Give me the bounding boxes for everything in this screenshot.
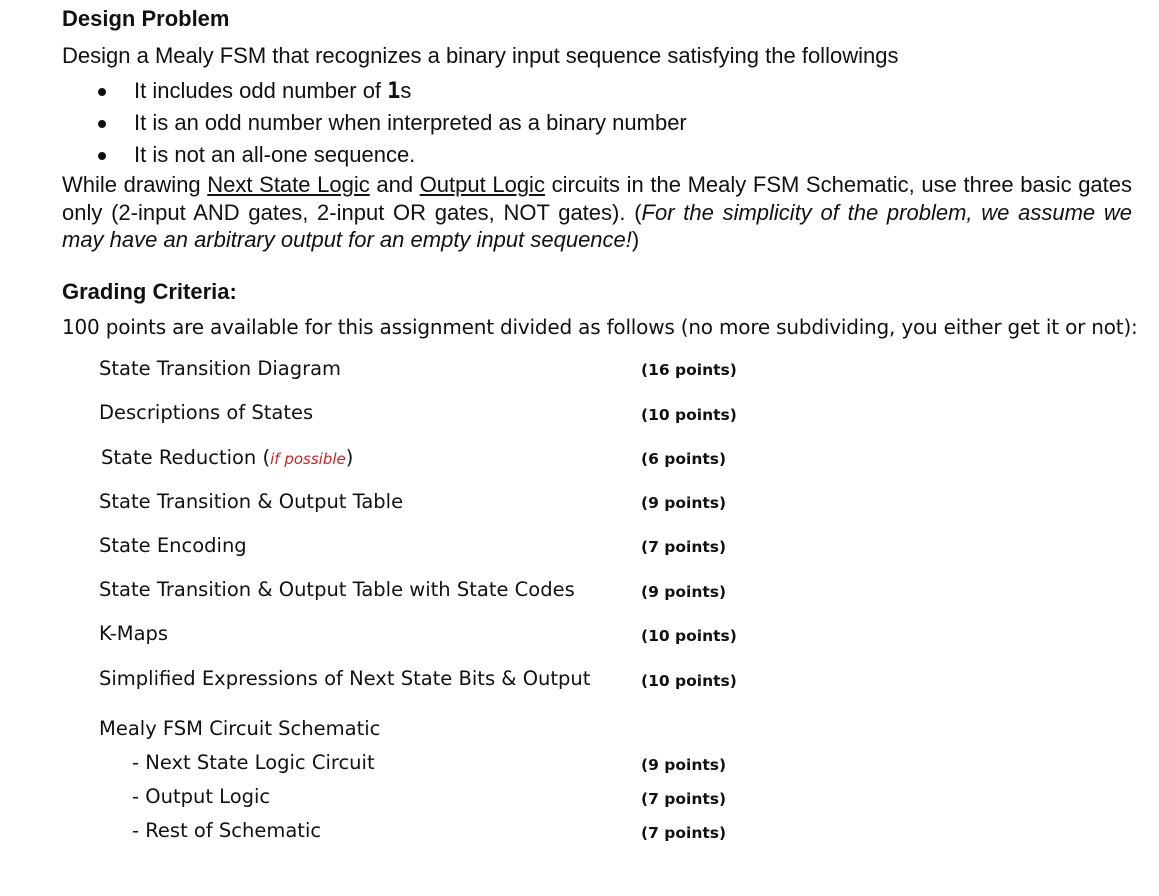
criterion-points: (10 points)	[641, 406, 737, 424]
criterion-points: (7 points)	[641, 790, 727, 808]
criterion-label: K-Maps	[99, 622, 169, 645]
gate-constraint-paragraph: While drawing Next State Logic and Output Logic circuits in the Mealy FSM Schematic, use three basic gates only (2-input AND gates, 2-input OR gates, NOT gates). (For the simplicity of the problem, we assume we may have an arbitrary output for an empty input sequence!)	[62, 172, 1133, 252]
criterion-label: Simplified Expressions of Next State Bits & Output	[99, 667, 591, 690]
grading-intro: 100 points are available for this assignment divided as follows (no more subdividing, you either get it or not):	[62, 315, 1138, 339]
if-possible-note: if possible	[270, 450, 346, 468]
next-state-logic-term: Next State Logic	[207, 172, 370, 197]
criterion-label: State Transition Diagram	[99, 357, 342, 380]
criterion-points: (9 points)	[641, 494, 727, 512]
criterion-label: Mealy FSM Circuit Schematic	[99, 717, 381, 740]
criterion-label: State Transition & Output Table	[99, 490, 404, 513]
criterion-label: State Transition & Output Table with State Codes	[99, 578, 575, 601]
requirement-item: It is an odd number when interpreted as a binary number	[96, 108, 687, 140]
grading-criteria-heading: Grading Criteria:	[62, 279, 237, 304]
sub-criterion-label: - Output Logic	[132, 785, 271, 808]
criterion-points: (6 points)	[641, 450, 727, 468]
simplicity-note: For the simplicity of the problem, we assume we may have an arbitrary output for an empty input sequence!	[62, 199, 1132, 252]
bullet-icon	[98, 88, 106, 96]
criterion-label: Descriptions of States	[99, 401, 314, 424]
output-logic-term: Output Logic	[419, 172, 545, 197]
bullet-icon	[98, 120, 106, 128]
criterion-points: (10 points)	[641, 627, 737, 645]
criterion-points: (16 points)	[641, 361, 737, 379]
design-problem-heading: Design Problem	[62, 6, 230, 31]
requirements-list	[96, 76, 687, 172]
criterion-points: (10 points)	[641, 672, 737, 690]
criterion-points: (7 points)	[641, 824, 727, 842]
criterion-label: State Encoding	[99, 534, 247, 557]
requirement-item: It is not an all-one sequence.	[96, 140, 687, 172]
design-intro: Design a Mealy FSM that recognizes a binary input sequence satisfying the followings	[62, 43, 899, 68]
criterion-label: State Reduction (if possible)	[101, 446, 354, 469]
sub-criterion-label: - Rest of Schematic	[132, 819, 322, 842]
sub-criterion-label: - Next State Logic Circuit	[132, 751, 375, 774]
criterion-points: (9 points)	[641, 756, 727, 774]
requirement-item: It includes odd number of 1s	[96, 76, 687, 108]
bullet-icon	[98, 152, 106, 160]
criterion-points: (9 points)	[641, 583, 727, 601]
criterion-points: (7 points)	[641, 538, 727, 556]
